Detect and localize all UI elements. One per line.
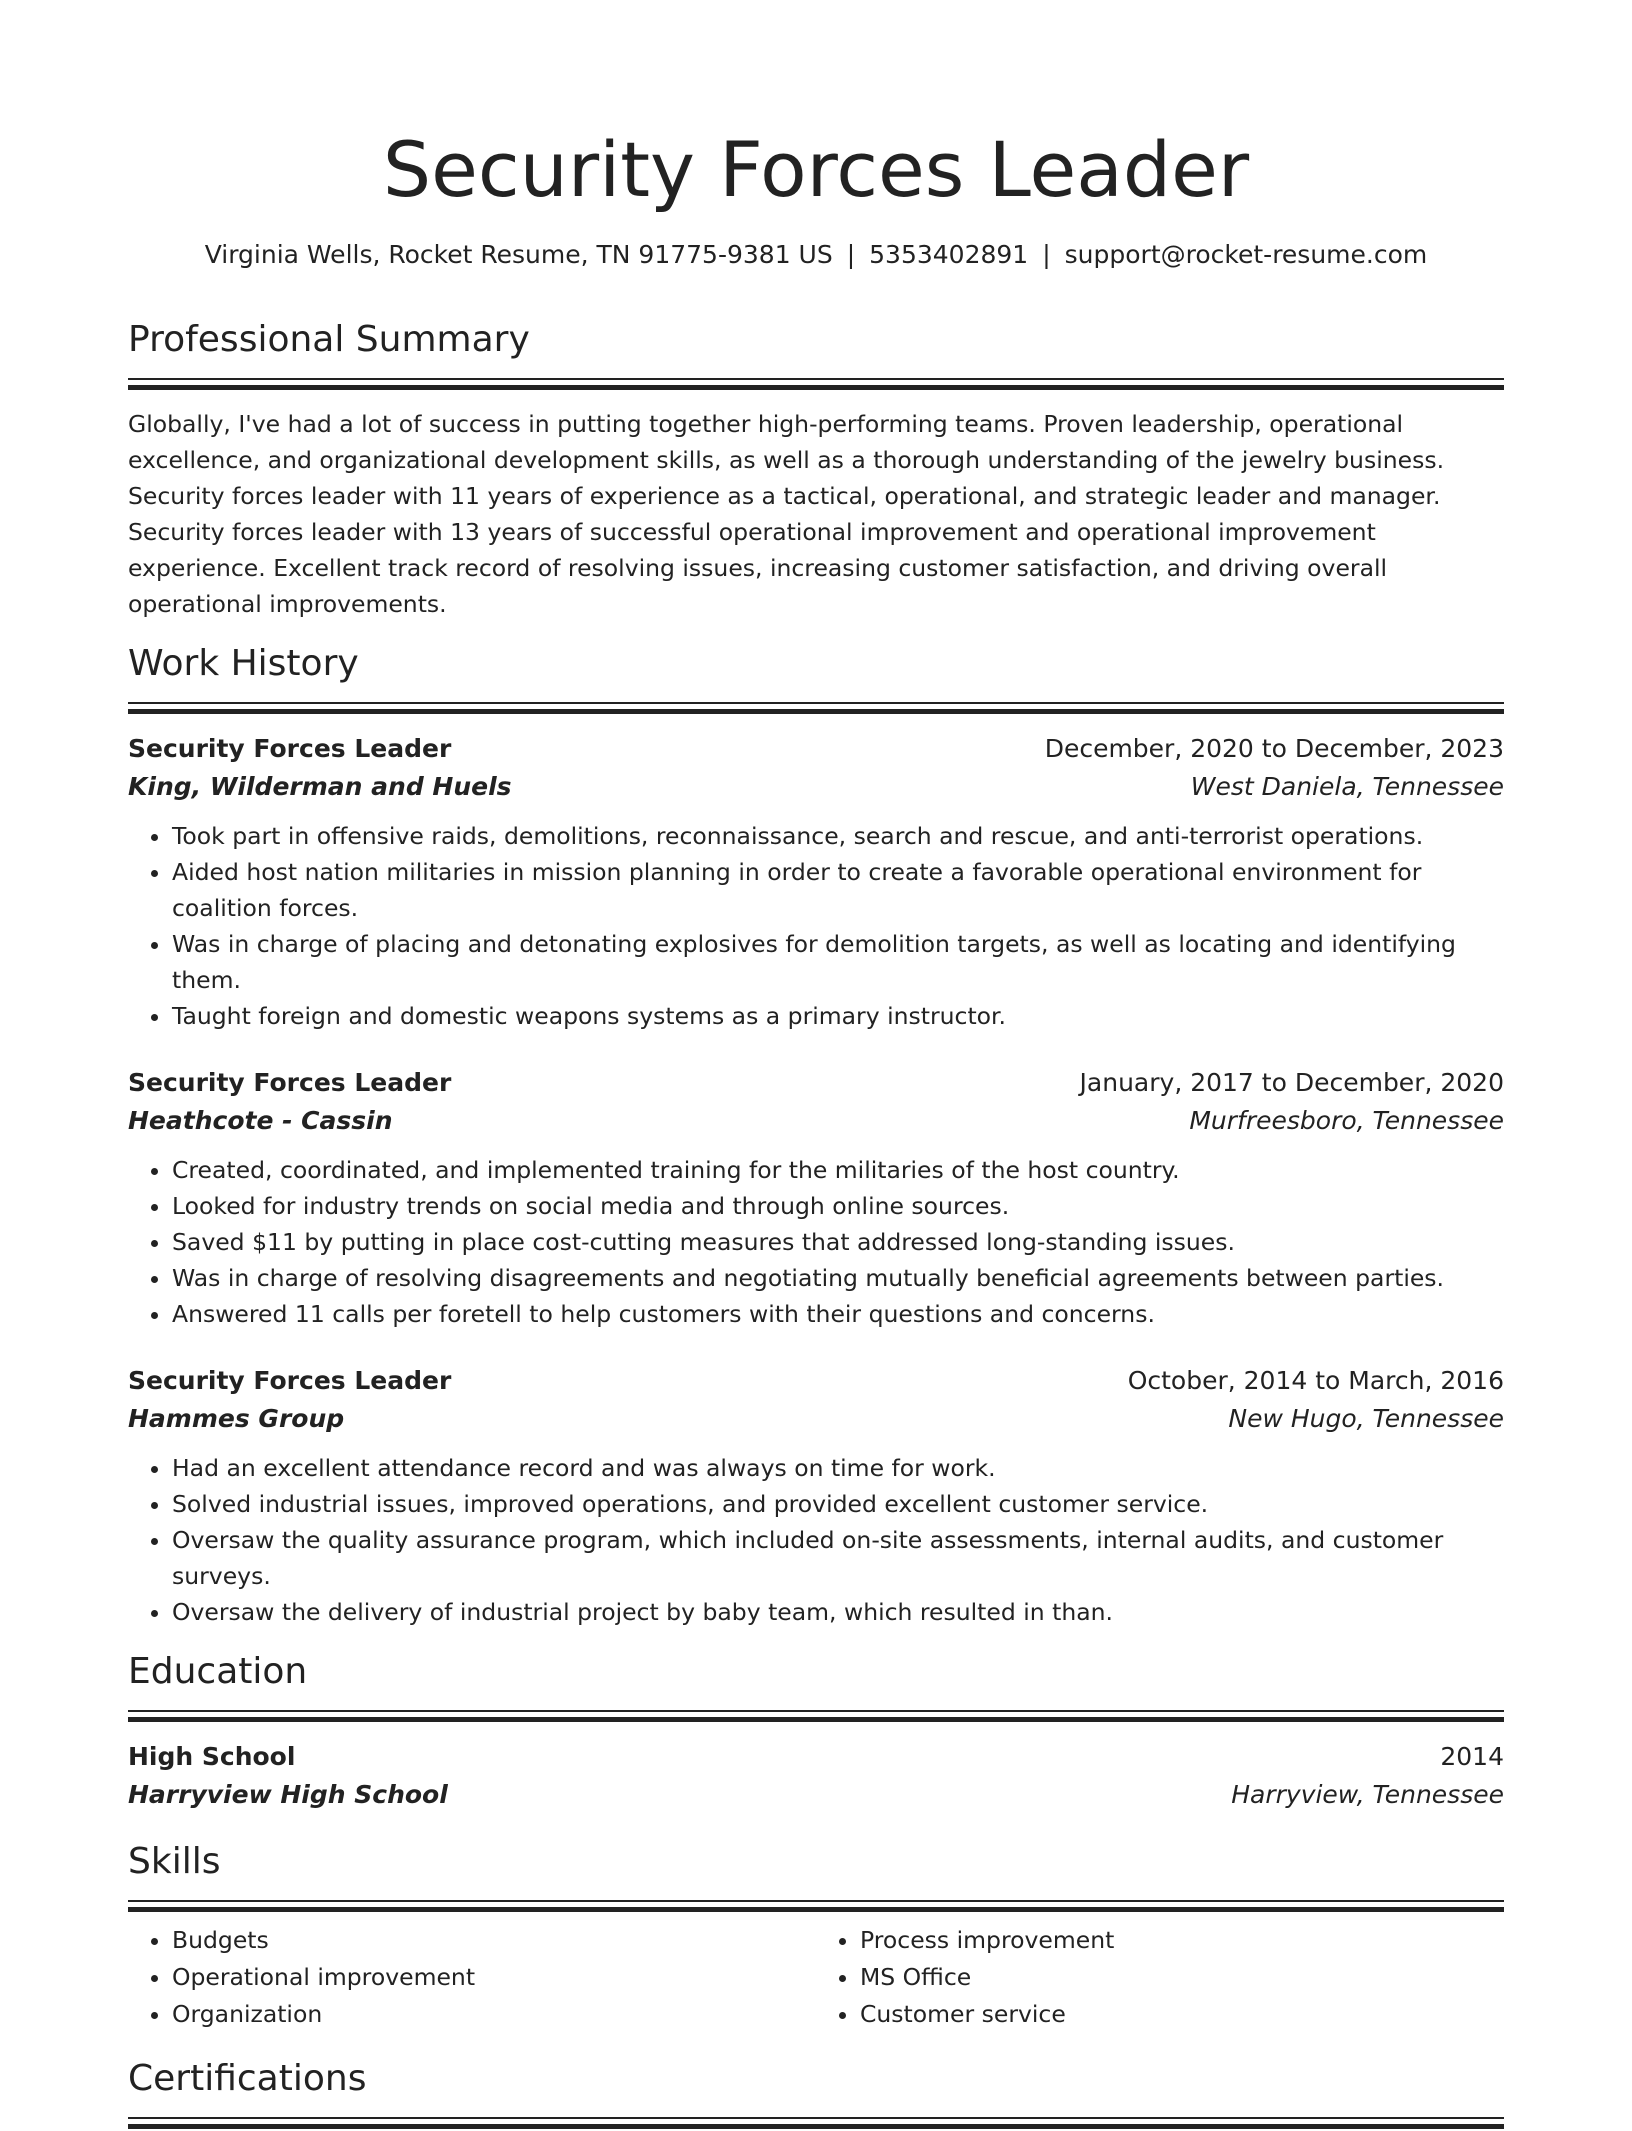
education-school: Harryview High School xyxy=(128,1780,448,1809)
education-section xyxy=(128,1648,1504,1814)
skills-list-right xyxy=(816,1922,1504,2033)
contact-line xyxy=(128,238,1504,272)
education-location: Harryview, Tennessee xyxy=(1231,1780,1504,1809)
resume-page xyxy=(128,0,1504,2131)
job-entry xyxy=(128,1362,1504,1630)
job-title: Security Forces Leader xyxy=(128,734,452,763)
job-location: New Hugo, Tennessee xyxy=(1228,1404,1504,1433)
job-bullet: • Had an excellent attendance record and was always on time for work. xyxy=(172,1450,1504,1486)
education-entry xyxy=(128,1738,1504,1814)
job-entry xyxy=(128,730,1504,1034)
section-heading-education: Education xyxy=(128,1651,308,1692)
contact-phone: 5353402891 xyxy=(869,240,1029,269)
job-bullet: • Answered 11 calls per foretell to help customers with their questions and concerns. xyxy=(172,1296,1504,1332)
certifications-section xyxy=(128,2055,1504,2131)
job-location: West Daniela, Tennessee xyxy=(1190,772,1504,801)
section-heading-certifications: Certifications xyxy=(128,2058,367,2099)
section-divider xyxy=(128,1710,1504,1724)
job-dates: December, 2020 to December, 2023 xyxy=(1044,734,1504,763)
skills-section xyxy=(128,1838,1504,2033)
contact-separator: | xyxy=(1042,240,1051,269)
summary-section xyxy=(128,316,1504,622)
skill-item: • Operational improvement xyxy=(172,1959,816,1996)
job-bullet: • Saved $11 by putting in place cost-cutting measures that addressed long-standing issues. xyxy=(172,1224,1504,1260)
section-divider xyxy=(128,1900,1504,1914)
summary-text: Globally, I've had a lot of success in putting together high-performing teams. Proven leadership, operational excellence, and organizational development skills, as well as a thorough understanding of the jewelry business. Security forces leader with 11 years of experience as a tactical, operational, and strategic leader and manager. Security forces leader with 13 years of successful operational improvement and operational improvement experience. Excellent track record of resolving issues, increasing customer satisfaction, and driving overall operational improvements. xyxy=(128,410,1445,618)
job-title: Security Forces Leader xyxy=(128,1068,452,1097)
skill-item: • Budgets xyxy=(172,1922,816,1959)
section-heading-summary: Professional Summary xyxy=(128,319,530,360)
section-heading-work-history: Work History xyxy=(128,643,359,684)
job-bullet: • Solved industrial issues, improved operations, and provided excellent customer service. xyxy=(172,1486,1504,1522)
skills-list-left xyxy=(128,1922,816,2033)
job-bullets xyxy=(128,818,1504,1034)
job-bullet: • Was in charge of resolving disagreements and negotiating mutually beneficial agreements between parties. xyxy=(172,1260,1504,1296)
job-bullets xyxy=(128,1450,1504,1630)
job-bullet: • Took part in offensive raids, demolitions, reconnaissance, search and rescue, and anti-terrorist operations. xyxy=(172,818,1504,854)
contact-address: Virginia Wells, Rocket Resume, TN 91775-9381 US xyxy=(204,240,833,269)
job-bullet: • Created, coordinated, and implemented training for the militaries of the host country. xyxy=(172,1152,1504,1188)
job-company: Heathcote - Cassin xyxy=(128,1106,393,1135)
job-company: Hammes Group xyxy=(128,1404,345,1433)
job-dates: October, 2014 to March, 2016 xyxy=(1127,1366,1504,1395)
section-divider xyxy=(128,702,1504,716)
section-heading-skills: Skills xyxy=(128,1841,221,1882)
skills-columns xyxy=(128,1922,1504,2033)
skill-item: • MS Office xyxy=(860,1959,1504,1996)
job-title: Security Forces Leader xyxy=(128,1366,452,1395)
job-bullet: • Oversaw the quality assurance program, which included on-site assessments, internal audits, and customer surveys. xyxy=(172,1522,1504,1594)
contact-email: support@rocket-resume.com xyxy=(1064,240,1428,269)
section-divider xyxy=(128,378,1504,392)
job-dates: January, 2017 to December, 2020 xyxy=(1079,1068,1504,1097)
work-history-section xyxy=(128,640,1504,1630)
skill-item: • Organization xyxy=(172,1996,816,2033)
section-divider xyxy=(128,2117,1504,2131)
job-bullet: • Aided host nation militaries in mission planning in order to create a favorable operational environment for coalition forces. xyxy=(172,854,1504,926)
job-company: King, Wilderman and Huels xyxy=(128,772,512,801)
contact-separator: | xyxy=(846,240,856,269)
job-location: Murfreesboro, Tennessee xyxy=(1189,1106,1504,1135)
skill-item: • Customer service xyxy=(860,1996,1504,2033)
job-bullet: • Oversaw the delivery of industrial project by baby team, which resulted in than. xyxy=(172,1594,1504,1630)
education-degree: High School xyxy=(128,1742,296,1771)
resume-title: Security Forces Leader xyxy=(382,125,1250,214)
job-bullet: • Taught foreign and domestic weapons systems as a primary instructor. xyxy=(172,998,1504,1034)
job-bullet: • Looked for industry trends on social media and through online sources. xyxy=(172,1188,1504,1224)
skill-item: • Process improvement xyxy=(860,1922,1504,1959)
education-year: 2014 xyxy=(1440,1742,1504,1771)
job-bullets xyxy=(128,1152,1504,1332)
job-bullet: • Was in charge of placing and detonating explosives for demolition targets, as well as locating and identifying them. xyxy=(172,926,1504,998)
job-entry xyxy=(128,1064,1504,1332)
